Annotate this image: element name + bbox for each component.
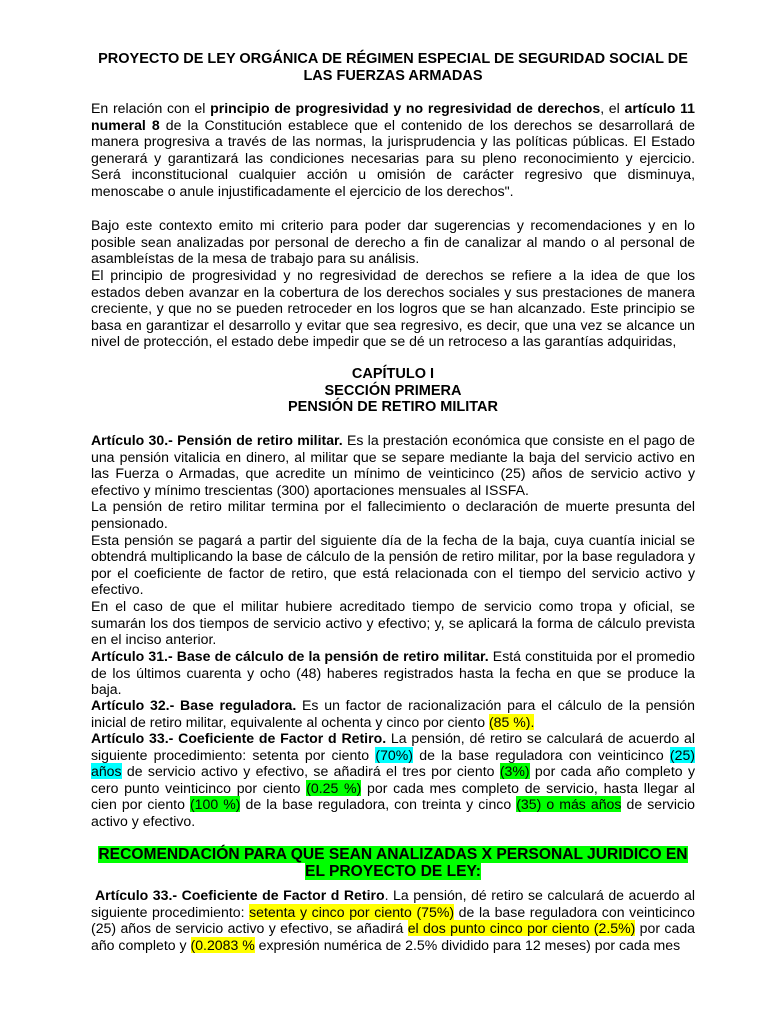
article-30-paragraph-4: En el caso de que el militar hubiere acreditado tiempo de servicio como tropa y oficial, se sumarán los dos tiempos de servicio activo y efectivo; y, se aplicará la forma de cálculo prevista en el inciso anterior.	[91, 597, 695, 648]
context-paragraph	[91, 217, 695, 267]
article-33-text-5: por cada mes completo de servicio, hasta llegar al cien por ciento	[91, 779, 695, 813]
chapter-heading	[92, 366, 694, 416]
intro-text-1: En relación con el	[91, 100, 211, 116]
article-32	[91, 697, 695, 730]
article-30-text: Es la prestación económica que consiste en el pago de una pensión vitalicia en dinero, al militar que se separe mediante la baja del servicio activo en las Fuerza o Armadas, que acredite un mínimo de veinticinco (25) años de servicio activo y efectivo y mínimo trescientas (300) aportaciones mensuales al ISSFA.	[91, 432, 695, 498]
article-31	[91, 648, 695, 698]
article-33-text-6: de la base reguladora, con treinta y cinco	[240, 796, 517, 813]
recommended-article-33-label: Artículo 33.- Coeficiente de Factor d Retiro	[95, 887, 385, 903]
article-33-label: Artículo 33.- Coeficiente de Factor d Retiro.	[91, 730, 387, 746]
intro-paragraph	[91, 100, 695, 200]
recommended-article-33-text-4: expresión numérica de 2.5% dividido para 12 meses) por cada mes	[254, 936, 681, 953]
article-33-highlight-3: (3%)	[499, 763, 530, 780]
article-30	[91, 432, 695, 648]
article-33-highlight-35-years: (35) o más años	[516, 796, 622, 813]
article-32-text: Es un factor de racionalización para el cálculo de la pensión inicial de retiro militar, equivalente al ochenta y cinco por ciento	[91, 697, 695, 730]
article-32-highlight-85: (85 %).	[488, 713, 535, 730]
article-33-highlight-25-years: (25) años	[91, 746, 695, 780]
article-33-text-7: de servicio activo y efectivo.	[91, 796, 695, 829]
section-label: SECCIÓN PRIMERA	[324, 382, 462, 399]
article-30-paragraph-3: Esta pensión se pagará a partir del siguiente día de la fecha de la baja, cuya cuantía inicial se obtendrá multiplicando la base de cálculo de la pensión de retiro militar, por la base reguladora y por el coeficiente de factor de retiro, que está relacionada con el tiempo del servicio activo y efectivo.	[91, 531, 695, 598]
article-31-label: Artículo 31.- Base de cálculo de la pensión de retiro militar.	[91, 648, 489, 664]
recommended-highlight-2-5: el dos punto cinco por ciento (2.5%)	[407, 920, 636, 937]
article-33-highlight-70: (70%)	[375, 746, 413, 763]
chapter-label: CAPÍTULO I	[351, 366, 435, 382]
recommended-article-33	[91, 887, 695, 953]
document-title-line2: LAS FUERZAS ARMADAS	[303, 67, 483, 84]
article-31-text: Está constituida por el promedio de los últimos cuarenta y ocho (48) haberes registrados hasta la fecha en que se produce la baja.	[91, 648, 695, 698]
intro-bold-principle: principio de progresividad y no regresividad de derechos	[210, 100, 601, 116]
article-33-text-1: La pensión, dé retiro se calculará de acuerdo al siguiente procedimiento: setenta por ciento	[91, 730, 695, 763]
article-33-highlight-100: (100 %)	[189, 796, 241, 813]
article-33-highlight-025: (0.25 %)	[306, 779, 362, 796]
intro-text-3: de la Constitución establece que el contenido de los derechos se desarrollará de manera progresiva a través de las normas, la jurisprudencia y las políticas públicas. El Estado generará y garantizará las condiciones necesarias para su pleno reconocimiento y ejercicio. Será inconstitucional cualquier acción u omisión de carácter regresivo que disminuya, menoscabe o anule injustificadamente el ejercicio de los derechos".	[91, 116, 695, 199]
article-33	[91, 730, 695, 830]
article-33-text-4: por cada año completo y cero punto veinticinco por ciento	[91, 763, 695, 796]
article-33-text-2: de la base reguladora con veinticinco	[412, 746, 670, 763]
recommended-highlight-75: setenta y cinco por ciento (75%)	[249, 903, 455, 920]
document-title-line1: PROYECTO DE LEY ORGÁNICA DE RÉGIMEN ESPECIAL DE SEGURIDAD SOCIAL DE	[98, 51, 688, 67]
recommended-highlight-0-2083: (0.2083 %	[190, 936, 255, 953]
recommended-article-33-text-1: . La pensión, dé retiro se calculará de acuerdo al siguiente procedimiento:	[91, 887, 695, 920]
recommendation-title-text: RECOMENDACIÓN PARA QUE SEAN ANALIZADAS X PERSONAL JURIDICO EN EL PROYECTO DE LEY:	[98, 846, 688, 880]
article-30-paragraph-2: La pensión de retiro militar termina por el fallecimiento o declaración de muerte presunta del pensionado.	[91, 498, 695, 531]
intro-bold-article: artículo 11 numeral 8	[91, 100, 695, 133]
intro-text-2: , el	[600, 100, 625, 116]
recommendation-title	[92, 846, 694, 880]
article-30-label: Artículo 30.- Pensión de retiro militar.	[91, 432, 343, 448]
document-title	[92, 51, 694, 84]
recommended-article-33-text-3: por cada año completo y	[91, 920, 695, 953]
principle-text: El principio de progresividad y no regresividad de derechos se refiere a la idea de que los estados deben avanzar en la cobertura de los derechos sociales y sus prestaciones de manera creciente, y que no se pueden retroceder en los logros que se han alcanzado. Este principio se basa en garantizar el desarrollo y evitar que sea regresivo, es decir, que una vez se alcance un nivel de protección, el estado debe impedir que se dé un retroceso a las garantías adquiridas,	[91, 267, 695, 350]
principle-paragraph	[91, 267, 695, 350]
section-title: PENSIÓN DE RETIRO MILITAR	[288, 399, 498, 416]
context-text: Bajo este contexto emito mi criterio para poder dar sugerencias y recomendaciones y en lo posible sean analizadas por personal de derecho a fin de canalizar al mando o al personal de asambleístas de la mesa de trabajo para su análisis.	[91, 217, 695, 267]
article-32-label: Artículo 32.- Base reguladora.	[91, 697, 297, 713]
article-33-text-3: de servicio activo y efectivo, se añadirá el tres por ciento	[121, 763, 500, 780]
recommended-article-33-text-2: de la base reguladora con veinticinco (25) años de servicio activo y efectivo, se añadirá	[91, 903, 695, 937]
